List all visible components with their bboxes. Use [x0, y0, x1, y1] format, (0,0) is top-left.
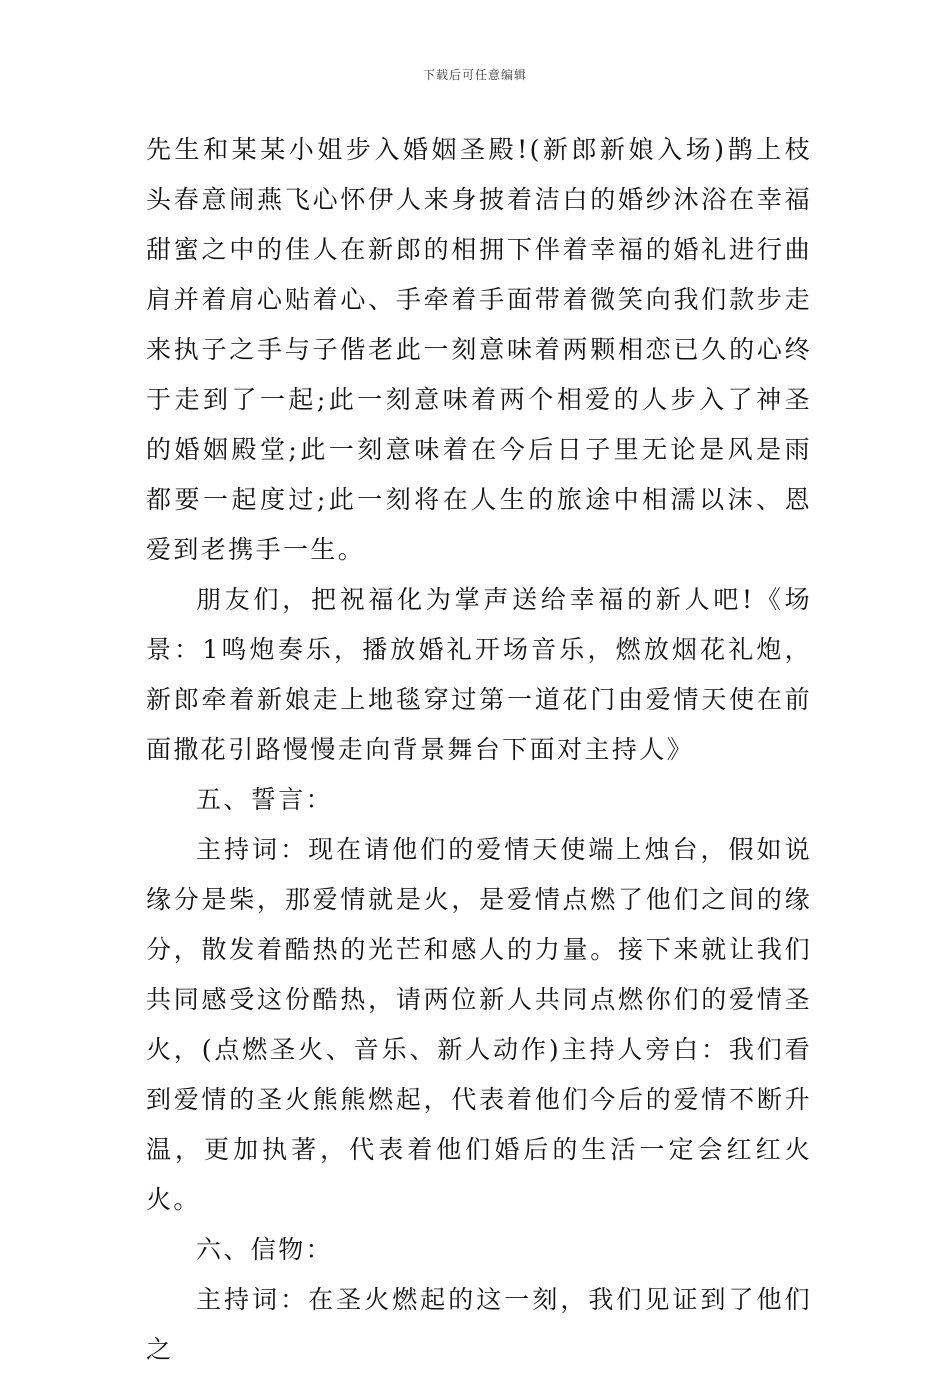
page-header: 下载后可任意编辑 [422, 68, 527, 82]
paragraph-ceremony-entrance: 先生和某某小姐步入婚姻圣殿!(新郎新娘入场)鹊上枝头春意闹燕飞心怀伊人来身披着洁白的婚纱沐浴在幸福甜蜜之中的佳人在新郎的相拥下伴着幸福的婚礼进行曲肩并着肩心贴着心、手牵着手面带着微笑向我们款步走来执子之手与子偕老此一刻意味着两颗相恋已久的心终于走到了一起;此一刻意味着两个相爱的人步入了神圣的婚姻殿堂;此一刻意味着在今后日子里无论是风是雨都要一起度过;此一刻将在人生的旅途中相濡以沫、恩爱到老携手一生。 [146, 135, 812, 564]
paragraph-applause-scene: 朋友们，把祝福化为掌声送给幸福的新人吧!《场景：1鸣炮奏乐，播放婚礼开场音乐，燃放烟花礼炮，新郎牵着新娘走上地毯穿过第一道花门由爱情天使在前面撒花引路慢慢走向背景舞台下面对主持人》 [146, 585, 812, 764]
paragraph-tokens-host-speech: 主持词：在圣火燃起的这一刻，我们见证到了他们之 [146, 1285, 812, 1364]
document-body [146, 125, 812, 1375]
section-heading-vows: 五、誓言： [196, 785, 334, 814]
section-heading-tokens: 六、信物： [196, 1235, 334, 1264]
paragraph-vows-host-speech: 主持词：现在请他们的爱情天使端上烛台，假如说缘分是柴，那爱情就是火，是爱情点燃了他们之间的缘分，散发着酷热的光芒和感人的力量。接下来就让我们共同感受这份酷热，请两位新人共同点燃你们的爱情圣火，(点燃圣火、音乐、新人动作)主持人旁白：我们看到爱情的圣火熊熊燃起，代表着他们今后的爱情不断升温，更加执著，代表着他们婚后的生活一定会红红火火。 [146, 835, 812, 1214]
